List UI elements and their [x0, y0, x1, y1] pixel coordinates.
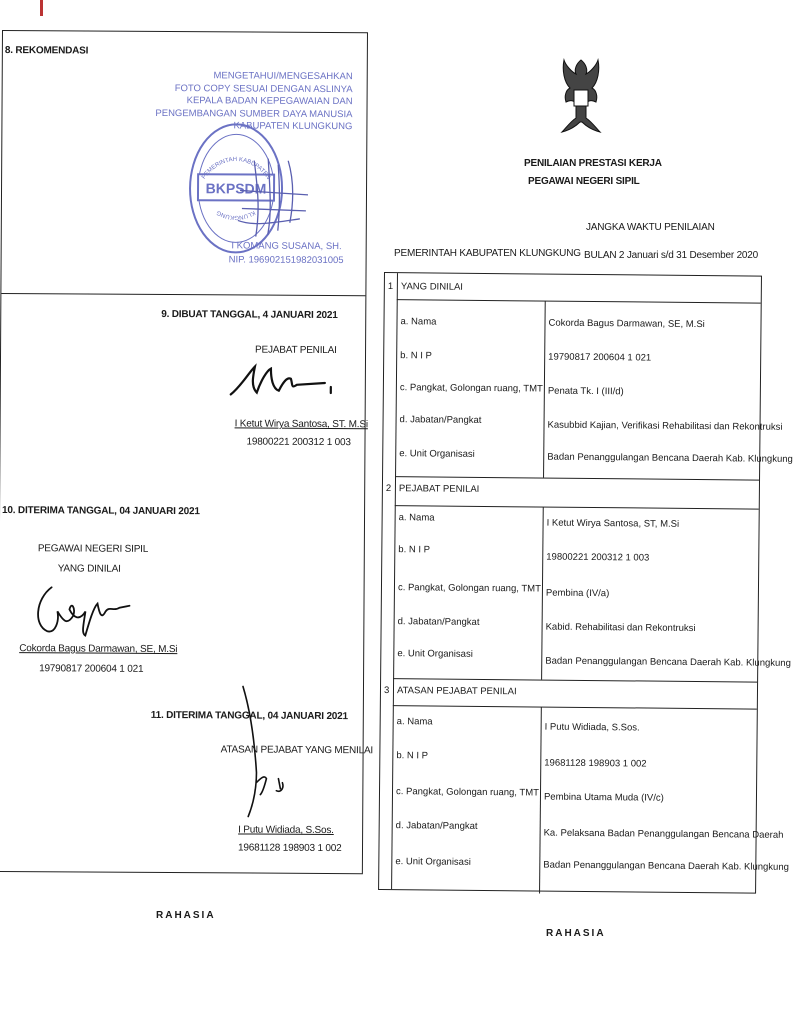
field-value: Cokorda Bagus Darmawan, SE, M.Si	[548, 317, 705, 331]
atasan-nip: 19681128 198903 1 002	[237, 842, 342, 855]
field-label: c. Pangkat, Golongan ruang, TMT	[399, 382, 543, 395]
field-value: I Ketut Wirya Santosa, ST, M.Si	[546, 517, 680, 530]
stamp-line: MENGETAHUI/MENGESAHKAN	[213, 70, 353, 83]
stamp-signature-icon	[234, 150, 315, 240]
field-value: Kabid. Rehabilitasi dan Rekontruksi	[545, 621, 696, 635]
field-value: I Putu Widiada, S.Sos.	[544, 721, 640, 734]
diterima11-title: 11. DITERIMA TANGGAL, 04 JANUARI 2021	[150, 709, 348, 723]
pejabat-penilai-signature-icon	[227, 362, 333, 399]
field-label: b. N I P	[396, 750, 429, 762]
field-value: Pembina (IV/a)	[545, 587, 610, 600]
field-value: 19681128 198903 1 002	[544, 757, 647, 770]
assessment-table	[378, 272, 793, 894]
field-value: Kasubbid Kajian, Verifikasi Rehabilitasi dan Rekontruksi	[547, 419, 783, 433]
svg-text:BKPSDM: BKPSDM	[205, 180, 267, 197]
stamp-line: FOTO COPY SESUAI DENGAN ASLINYA	[174, 82, 353, 95]
atasan-signature-icon	[234, 682, 305, 822]
field-value: 19800221 200312 1 003	[546, 551, 650, 564]
stamp-line: KEPALA BADAN KEPEGAWAIAN DAN	[186, 95, 353, 108]
field-label: d. Jabatan/Pangkat	[399, 414, 482, 426]
section-1-box	[395, 299, 793, 480]
field-value: Penata Tk. I (III/d)	[547, 385, 624, 398]
atasan-name: I Putu Widiada, S.Sos.	[238, 824, 334, 837]
rekomendasi-title: 8. REKOMENDASI	[4, 45, 89, 57]
dibuat-title: 9. DIBUAT TANGGAL, 4 JANUARI 2021	[161, 308, 338, 322]
field-label: a. Nama	[396, 716, 433, 728]
field-label: c. Pangkat, Golongan ruang, TMT	[395, 786, 539, 799]
left-footer-rahasia: RAHASIA	[156, 910, 216, 921]
field-label: d. Jabatan/Pangkat	[397, 616, 480, 628]
svg-text:PEMERINTAH KABUPATEN: PEMERINTAH KABUPATEN	[201, 156, 272, 181]
section-title: PEJABAT PENILAI	[398, 483, 480, 495]
pejabat-penilai-nip: 19800221 200312 1 003	[246, 436, 351, 449]
garuda-emblem-icon	[556, 56, 606, 136]
diterima10-title: 10. DITERIMA TANGGAL, 04 JANUARI 2021	[2, 505, 200, 518]
field-label: a. Nama	[400, 316, 437, 328]
field-label: b. N I P	[400, 350, 432, 362]
atasan-role: ATASAN PEJABAT YANG MENILAI	[220, 744, 374, 757]
field-label: d. Jabatan/Pangkat	[395, 820, 478, 832]
svg-text:KLUNGKUNG: KLUNGKUNG	[215, 208, 256, 220]
yang-dinilai-role: YANG DINILAI	[57, 563, 121, 575]
section-3-box	[391, 705, 789, 895]
section-number: 2	[385, 483, 392, 495]
field-value: Badan Penanggulangan Bencana Daerah Kab. Klungkung	[543, 859, 789, 873]
field-label: e. Unit Organisasi	[395, 856, 471, 868]
pejabat-penilai-name: I Ketut Wirya Santosa, ST. M.Si	[234, 418, 368, 431]
stamp-line: PENGEMBANGAN SUMBER DAYA MANUSIA	[155, 107, 353, 120]
field-value: 19790817 200604 1 021	[548, 351, 652, 364]
left-divider-1	[1, 293, 365, 296]
pns-role: PEGAWAI NEGERI SIPIL	[37, 543, 149, 555]
field-label: c. Pangkat, Golongan ruang, TMT	[397, 582, 541, 595]
column-divider	[541, 508, 544, 680]
pejabat-penilai-role: PEJABAT PENILAI	[255, 344, 337, 357]
pns-signature-icon	[29, 581, 133, 638]
bulan-period: BULAN 2 Januari s/d 31 Desember 2020	[584, 250, 759, 261]
edge-mark	[40, 0, 43, 16]
field-value: Badan Penanggulangan Bencana Daerah Kab. Klungkung	[547, 451, 793, 465]
field-value: Ka. Pelaksana Badan Penanggulangan Bencana Daerah	[543, 827, 784, 841]
stamp-signer-nip: NIP. 196902151982031005	[228, 254, 344, 267]
pns-nip: 19790817 200604 1 021	[39, 663, 144, 675]
field-label: b. N I P	[398, 544, 431, 556]
pemerintah-label: PEMERINTAH KABUPATEN KLUNGKUNG	[394, 248, 581, 259]
section-number: 3	[383, 685, 390, 697]
section-title: ATASAN PEJABAT PENILAI	[396, 685, 517, 698]
section-2-box	[393, 505, 791, 682]
section-number: 1	[387, 281, 394, 293]
section-title: YANG DINILAI	[400, 281, 464, 293]
stamp-signer-name: I KOMANG SUSANA, SH.	[231, 240, 342, 253]
field-value: Pembina Utama Muda (IV/c)	[543, 791, 664, 804]
field-label: e. Unit Organisasi	[399, 448, 475, 460]
field-value: Badan Penanggulangan Bencana Daerah Kab. Klungkung	[545, 655, 791, 669]
field-label: a. Nama	[398, 512, 435, 524]
right-footer-rahasia: RAHASIA	[546, 928, 606, 939]
jangka-waktu-label: JANGKA WAKTU PENILAIAN	[586, 222, 715, 233]
field-label: e. Unit Organisasi	[397, 648, 473, 660]
heading-pns: PEGAWAI NEGERI SIPIL	[528, 176, 640, 187]
heading-penilaian: PENILAIAN PRESTASI KERJA	[524, 158, 662, 169]
stamp-line: KABUPATEN KLUNGKUNG	[233, 120, 353, 133]
pns-name: Cokorda Bagus Darmawan, SE, M.Si	[19, 643, 178, 656]
column-divider	[543, 302, 546, 478]
column-divider	[539, 708, 542, 894]
left-page	[0, 30, 374, 874]
